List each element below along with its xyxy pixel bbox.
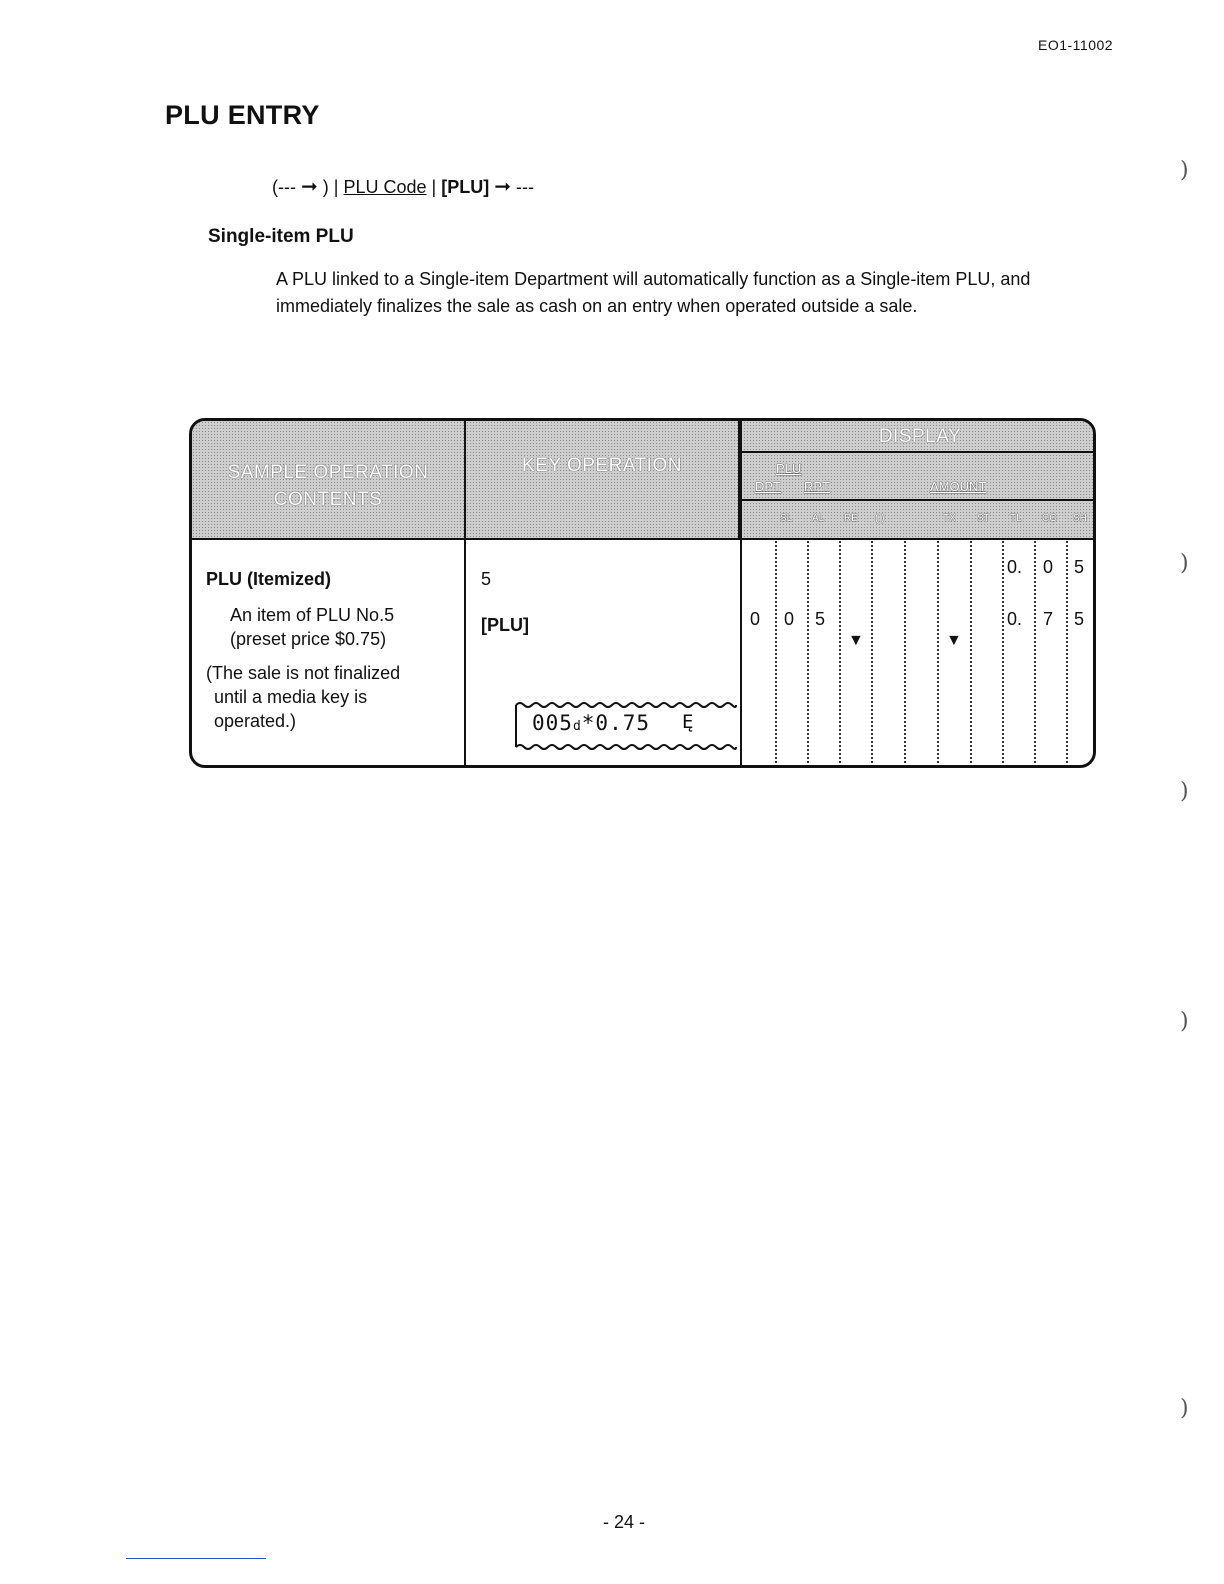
display-divider bbox=[740, 499, 1096, 501]
header-divider bbox=[192, 538, 1096, 540]
column-divider bbox=[464, 421, 466, 768]
receipt-amount: 0.75 bbox=[595, 711, 650, 735]
row-note-line3: operated.) bbox=[214, 711, 297, 731]
syntax-close: ) | bbox=[322, 177, 339, 197]
indicator-tl: TL bbox=[1010, 513, 1022, 524]
header-display bbox=[740, 421, 1096, 538]
indicator-al: AL bbox=[812, 513, 825, 524]
page-title: PLU ENTRY bbox=[165, 100, 320, 130]
display-digit: 5 bbox=[1074, 609, 1085, 629]
margin-mark: ) bbox=[1180, 158, 1189, 183]
display-column-guide bbox=[1066, 541, 1068, 763]
display-digit: 0 bbox=[750, 609, 761, 629]
display-column-guide bbox=[871, 541, 873, 763]
indicator-tx: TX bbox=[943, 513, 956, 524]
display-digit: 5 bbox=[815, 609, 826, 629]
display-digit: 7 bbox=[1043, 609, 1054, 629]
indicator-sh: SH bbox=[1073, 513, 1087, 524]
triangle-down-icon: ▼ bbox=[848, 632, 864, 649]
arrow-right-icon: ➞ bbox=[494, 176, 512, 198]
body-paragraph: A PLU linked to a Single-item Department will automatically function as a Single-item PLU, and immediately finalizes the sale as cash on an entry when operated outside a sale. bbox=[276, 269, 1031, 316]
display-column-guide bbox=[937, 541, 939, 763]
display-column-guide bbox=[839, 541, 841, 763]
display-divider bbox=[740, 451, 1096, 453]
row-note-line2: until a media key is bbox=[214, 687, 368, 707]
receipt-plu-number: 005 bbox=[532, 711, 573, 735]
row-item-line1: An item of PLU No.5 bbox=[230, 605, 395, 625]
display-digit: 5 bbox=[1074, 557, 1085, 577]
header-key-operation bbox=[466, 421, 740, 538]
header-sample-line1: SAMPLE OPERATION bbox=[227, 462, 429, 483]
page-number: - 24 - bbox=[603, 1512, 646, 1532]
row-title: PLU (Itemized) bbox=[206, 569, 332, 589]
indicator-paren: ( ) bbox=[875, 513, 885, 524]
row-note bbox=[206, 661, 446, 733]
display-column-guide bbox=[807, 541, 809, 763]
receipt-print bbox=[532, 711, 650, 735]
indicator-st: ST bbox=[977, 513, 990, 524]
row-item-line2: (preset price $0.75) bbox=[230, 629, 387, 649]
header-sample-line2: CONTENTS bbox=[273, 489, 383, 510]
margin-mark: ) bbox=[1180, 1396, 1189, 1421]
star-icon: * bbox=[581, 711, 596, 735]
receipt-mark: d bbox=[572, 719, 582, 734]
key-step-2: [PLU] bbox=[481, 615, 529, 635]
key-step-1: 5 bbox=[481, 569, 492, 589]
display-label-dpt: DPT bbox=[755, 479, 781, 494]
receipt-symbol-icon: Ę bbox=[682, 711, 694, 733]
indicator-cg: CG bbox=[1042, 513, 1057, 524]
syntax-tail: --- bbox=[516, 177, 535, 197]
display-column-guide bbox=[775, 541, 777, 763]
row-note-line1: (The sale is not finalized bbox=[206, 663, 401, 683]
margin-mark: ) bbox=[1180, 779, 1189, 804]
display-label-rpt: RPT bbox=[804, 479, 830, 494]
display-digit: 0 bbox=[1043, 557, 1054, 577]
margin-mark: ) bbox=[1180, 1009, 1189, 1034]
syntax-plu-key: [PLU] bbox=[441, 177, 490, 197]
syntax-plu-code: PLU Code bbox=[343, 177, 427, 197]
bottom-rule bbox=[126, 1558, 266, 1559]
display-label-amount: AMOUNT bbox=[930, 479, 987, 494]
display-column-guide bbox=[970, 541, 972, 763]
header-display-text: DISPLAY bbox=[878, 426, 962, 447]
arrow-right-icon: ➞ bbox=[301, 176, 318, 198]
display-column-guide bbox=[1034, 541, 1036, 763]
margin-mark: ) bbox=[1180, 551, 1189, 576]
display-label-plu: PLU bbox=[776, 461, 802, 476]
display-digit: 0 bbox=[784, 609, 795, 629]
header-sample-operation bbox=[192, 421, 466, 538]
row-item-description bbox=[230, 603, 450, 651]
document-code: EO1-11002 bbox=[1038, 37, 1114, 53]
syntax-open: (--- bbox=[272, 177, 296, 197]
indicator-sl: SL bbox=[780, 513, 793, 524]
display-column-guide bbox=[1002, 541, 1004, 763]
operation-table bbox=[189, 418, 1096, 768]
indicator-re: RE bbox=[844, 513, 858, 524]
display-digit: 0. bbox=[1007, 557, 1023, 577]
section-subtitle: Single-item PLU bbox=[208, 226, 354, 247]
display-digit: 0. bbox=[1007, 609, 1023, 629]
syntax-separator: | bbox=[431, 177, 437, 197]
display-column-guide bbox=[904, 541, 906, 763]
triangle-down-icon: ▼ bbox=[946, 632, 962, 649]
key-syntax bbox=[272, 174, 534, 199]
header-sample-text bbox=[192, 459, 464, 513]
header-key-text: KEY OPERATION bbox=[522, 455, 682, 476]
